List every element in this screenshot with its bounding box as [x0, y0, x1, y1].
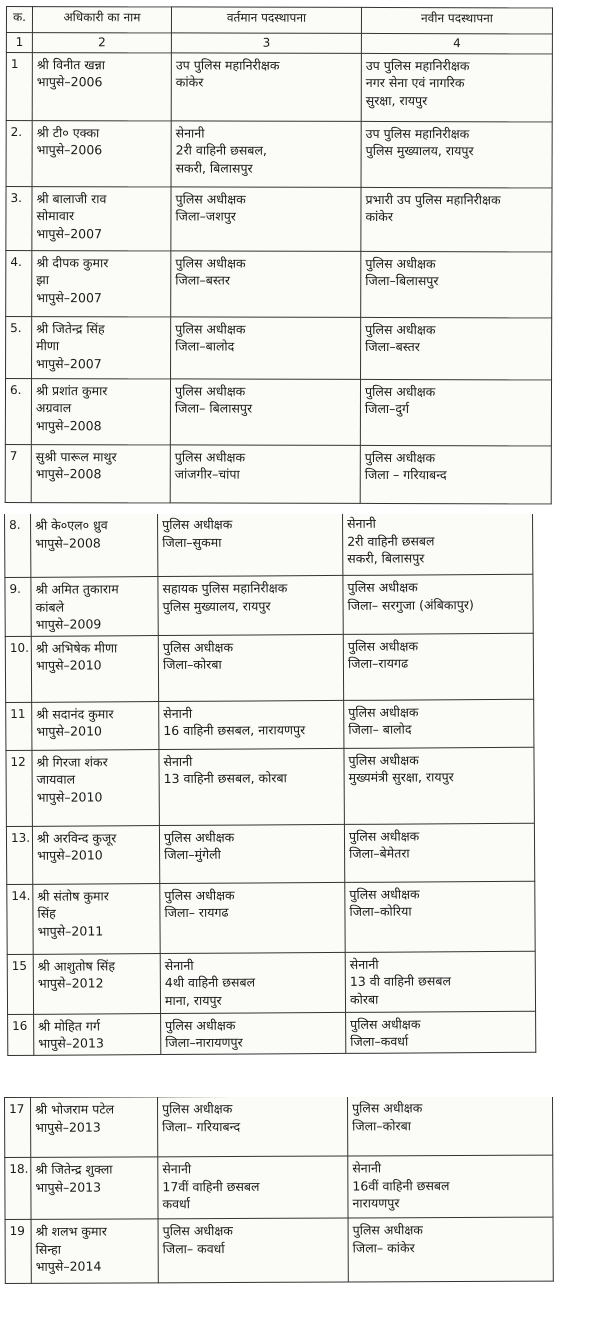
- current-posting-line: सकरी, बिलासपुर: [175, 160, 253, 176]
- officer-name-line: श्री अभिषेक मीणा: [35, 639, 118, 656]
- new-posting-line: नगर सेना एवं नागरिक: [365, 75, 465, 91]
- current-posting-cell: [170, 445, 360, 503]
- new-posting-cell: [361, 53, 552, 121]
- officer-name-cell: [32, 316, 171, 378]
- page-tear-gap: [0, 1090, 600, 1097]
- officer-name-line: सिंह: [37, 905, 56, 921]
- new-posting-line: 2री वाहिनी छसबल: [347, 532, 435, 549]
- posting-table-part-3: [4, 1095, 554, 1284]
- current-posting-cell: [158, 1156, 348, 1219]
- serial-number-cell: 4.: [6, 250, 32, 316]
- new-posting-cell: [361, 121, 552, 187]
- officer-name-cell: [31, 1157, 158, 1220]
- new-posting-line: जिला–दुर्ग: [364, 401, 410, 417]
- new-posting-line: जिला–कोरबा: [352, 1117, 411, 1133]
- officer-name-cell: [31, 378, 170, 444]
- officer-name-line: मीणा: [36, 338, 60, 354]
- current-posting-cell: [160, 882, 345, 953]
- current-posting-line: कांकेर: [175, 74, 204, 90]
- current-posting-line: जिला–जशपुर: [175, 208, 236, 224]
- officer-name-cell: [31, 1219, 158, 1284]
- officer-name-line: श्री बालाजी राव: [36, 190, 107, 207]
- table-row: [6, 699, 534, 750]
- new-posting-line: जिला– कांकेर: [352, 1239, 415, 1255]
- new-posting-line: पुलिस अधीक्षक: [347, 637, 419, 654]
- officer-name-line: श्री विनीत खन्ना: [36, 56, 105, 73]
- current-posting-cell: [170, 379, 360, 445]
- new-posting-line: पुलिस अधीक्षक: [348, 751, 419, 768]
- new-posting-line: पुलिस अधीक्षक: [352, 1100, 423, 1116]
- current-posting-line: पुलिस अधीक्षक: [174, 449, 246, 465]
- new-posting-line: कांकेर: [365, 209, 394, 225]
- new-posting-line: पुलिस अधीक्षक: [365, 255, 436, 271]
- current-posting-line: जिला– रायगढ: [164, 904, 229, 921]
- serial-number-cell: 8.: [5, 513, 31, 577]
- current-posting-line: सेनानी: [175, 125, 205, 141]
- table-row: [6, 120, 552, 187]
- current-posting-line: जिला–नारायणपुर: [165, 1034, 243, 1051]
- current-posting-line: जांजगीर–चांपा: [174, 466, 240, 482]
- current-posting-line: 13 वाहिनी छसबल, कोरबा: [163, 770, 287, 787]
- officer-name-cell: [32, 186, 171, 250]
- new-posting-line: सेनानी: [347, 515, 376, 531]
- new-posting-line: प्रभारी उप पुलिस महानिरीक्षक: [365, 191, 501, 208]
- header-serial: क.: [6, 7, 32, 33]
- current-posting-cell: [171, 187, 361, 251]
- new-posting-line: पुलिस अधीक्षक: [365, 321, 436, 337]
- header-new-posting: नवीन पदस्थापना: [361, 7, 552, 33]
- new-posting-line: पुलिस अधीक्षक: [349, 885, 420, 902]
- current-posting-line: 4थी वाहिनी छसबल: [164, 974, 256, 991]
- current-posting-line: जिला–कोरबा: [162, 656, 222, 673]
- officer-name-line: भापुसे–2008: [35, 534, 101, 551]
- serial-number-cell: 13.: [6, 826, 32, 884]
- new-posting-cell: [345, 951, 535, 1012]
- serial-number-cell: 15: [7, 954, 33, 1014]
- page-tear-gap: [0, 507, 600, 514]
- new-posting-line: जिला–बेमेतरा: [349, 845, 410, 861]
- current-posting-line: पुलिस अधीक्षक: [162, 1101, 233, 1117]
- new-posting-line: जिला – गरियाबन्द: [364, 467, 447, 483]
- officer-name-line: श्री गिरजा शंकर: [36, 753, 108, 770]
- officer-name-cell: [31, 513, 158, 578]
- table-row: [5, 574, 533, 636]
- current-posting-line: जिला– बिलासपुर: [174, 400, 253, 416]
- table-header-row: [6, 7, 552, 34]
- current-posting-cell: [171, 121, 361, 187]
- officer-name-line: भापुसे–2008: [35, 466, 102, 482]
- officer-name-line: भापुसे–2007: [36, 289, 102, 306]
- officer-name-cell: [32, 120, 171, 186]
- current-posting-line: 16 वाहिनी छसबल, नारायणपुर: [163, 722, 306, 739]
- posting-table-part-1: [5, 6, 553, 504]
- table-row: [5, 1095, 553, 1157]
- officer-name-line: श्री भोजराम पटेल: [35, 1101, 115, 1117]
- table-row: [6, 823, 534, 884]
- officer-name-line: अग्रवाल: [35, 400, 72, 416]
- new-posting-line: जिला– बालोद: [348, 721, 412, 737]
- new-posting-cell: [348, 1217, 553, 1282]
- new-posting-line: पुलिस मुख्यालय, रायपुर: [365, 143, 474, 159]
- new-posting-cell: [344, 823, 534, 882]
- table-row: [5, 378, 551, 445]
- serial-number-cell: 1: [6, 52, 32, 120]
- officer-name-cell: [31, 444, 170, 502]
- current-posting-line: पुलिस अधीक्षक: [162, 1223, 233, 1239]
- current-posting-line: 2री वाहिनी छसबल,: [175, 142, 267, 158]
- new-posting-cell: [361, 187, 552, 251]
- current-posting-cell: [171, 251, 361, 317]
- serial-number-cell: 7: [5, 444, 31, 502]
- officer-name-line: भापुसे–2008: [35, 417, 102, 434]
- new-posting-cell: [360, 379, 551, 445]
- serial-number-cell: 18.: [5, 1157, 31, 1219]
- officer-name-line: भापुसे–2011: [37, 922, 104, 939]
- current-posting-line: सेनानी: [164, 957, 194, 973]
- table-row: [6, 316, 552, 379]
- officer-name-cell: [32, 825, 159, 884]
- officer-name-line: भापुसे–2014: [35, 1258, 102, 1274]
- posting-table-part-2: [4, 510, 536, 1056]
- officer-name-line: भापुसे–2013: [35, 1179, 102, 1195]
- new-posting-cell: [360, 445, 551, 503]
- new-posting-line: उप पुलिस महानिरीक्षक: [365, 125, 470, 142]
- officer-name-cell: [32, 749, 159, 826]
- officer-name-line: श्री जितेन्द्र शुक्ला: [35, 1161, 113, 1177]
- officer-name-line: श्री प्रशांत कुमार: [35, 382, 108, 399]
- current-posting-line: पुलिस अधीक्षक: [163, 829, 235, 845]
- current-posting-line: पुलिस अधीक्षक: [165, 1017, 236, 1033]
- current-posting-line: सेनानी: [163, 705, 193, 721]
- officer-name-line: भापुसे–2007: [36, 225, 103, 242]
- column-number: 2: [32, 33, 171, 53]
- table-row: [5, 444, 551, 503]
- serial-number-cell: 17: [5, 1097, 31, 1157]
- officer-name-line: झा: [36, 272, 50, 288]
- table-row: [5, 1217, 553, 1283]
- new-posting-cell: [346, 1011, 536, 1053]
- table-row: [5, 510, 533, 577]
- current-posting-cell: [158, 634, 343, 701]
- officer-name-line: भापुसे–2010: [36, 788, 103, 805]
- new-posting-line: कोरबा: [349, 991, 379, 1007]
- officer-name-line: श्री जितेन्द्र सिंह: [36, 320, 105, 337]
- serial-number-cell: 5.: [6, 316, 32, 378]
- officer-name-line: श्री दीपक कुमार: [36, 254, 109, 271]
- serial-number-cell: 3.: [6, 186, 32, 250]
- officer-name-line: कांबले: [35, 599, 65, 615]
- current-posting-cell: [158, 575, 343, 635]
- serial-number-cell: 14.: [7, 884, 33, 954]
- serial-number-cell: 16: [8, 1014, 34, 1055]
- officer-name-line: श्री के०एल० ध्रुव: [35, 517, 108, 533]
- current-posting-line: सहायक पुलिस महानिरीक्षक: [162, 580, 288, 597]
- table-row: [6, 747, 534, 826]
- table-row: [5, 1155, 553, 1219]
- officer-name-line: भापुसे–2013: [38, 1035, 104, 1051]
- officer-name-line: भापुसे–2013: [35, 1119, 101, 1135]
- new-posting-line: पुलिस अधीक्षक: [350, 1015, 421, 1032]
- new-posting-cell: [361, 251, 552, 317]
- serial-number-cell: 12: [6, 750, 32, 826]
- officer-name-cell: [32, 701, 159, 750]
- table-row: [6, 250, 552, 317]
- new-posting-line: जिला–बिलासपुर: [365, 273, 439, 289]
- current-posting-line: पुलिस अधीक्षक: [162, 639, 234, 655]
- officer-name-line: श्री सदानंद कुमार: [36, 705, 114, 722]
- new-posting-line: पुलिस अधीक्षक: [352, 1222, 423, 1238]
- new-posting-line: 13 वी वाहिनी छसबल: [349, 973, 451, 989]
- officer-name-line: भापुसे–2010: [37, 847, 103, 863]
- new-posting-line: पुलिस अधीक्षक: [364, 449, 436, 465]
- current-posting-cell: [161, 1012, 346, 1054]
- new-posting-line: पुलिस अधीक्षक: [348, 827, 420, 844]
- serial-number-cell: 11: [6, 702, 32, 750]
- current-posting-cell: [158, 1218, 348, 1283]
- officer-name-line: श्री मोहित गर्ग: [38, 1017, 101, 1034]
- officer-name-cell: [32, 250, 171, 316]
- column-number: 4: [361, 33, 552, 53]
- current-posting-cell: [160, 952, 345, 1013]
- current-posting-line: पुलिस अधीक्षक: [164, 887, 235, 903]
- new-posting-line: जिला–बस्तर: [365, 339, 420, 355]
- new-posting-cell: [344, 699, 534, 748]
- new-posting-cell: [345, 881, 535, 952]
- column-number-row: [6, 33, 552, 54]
- officer-name-line: सोमावार: [36, 208, 75, 224]
- current-posting-line: पुलिस अधीक्षक: [162, 516, 233, 533]
- new-posting-line: सकरी, बिलासपुर: [347, 550, 425, 566]
- officer-name-line: सुश्री पारूल माथुर: [35, 448, 117, 465]
- new-posting-line: नारायणपुर: [352, 1195, 400, 1211]
- current-posting-line: जिला–सुकमा: [162, 534, 222, 550]
- officer-name-line: श्री संतोष कुमार: [37, 887, 109, 904]
- officer-name-cell: [32, 52, 171, 120]
- current-posting-line: सेनानी: [163, 753, 193, 769]
- officer-name-cell: [33, 883, 160, 954]
- officer-name-line: भापुसे–2009: [35, 616, 102, 632]
- column-number: 3: [171, 33, 361, 53]
- officer-name-line: भापुसे–2006: [36, 142, 103, 158]
- serial-number-cell: 6.: [5, 378, 31, 444]
- table-row: [5, 633, 533, 702]
- officer-name-line: श्री अरविन्द कुजूर: [36, 829, 117, 846]
- current-posting-cell: [159, 824, 344, 883]
- current-posting-line: माना, रायपुर: [164, 992, 222, 1008]
- current-posting-line: पुलिस अधीक्षक: [175, 191, 246, 207]
- new-posting-cell: [361, 317, 552, 379]
- current-posting-line: उप पुलिस महानिरीक्षक: [175, 57, 280, 73]
- officer-name-line: श्री टी० एक्का: [36, 124, 100, 141]
- new-posting-cell: [343, 633, 533, 700]
- current-posting-line: जिला–बालोद: [175, 338, 235, 354]
- column-number: 1: [6, 33, 32, 53]
- officer-name-line: श्री आशुतोष सिंह: [37, 957, 116, 974]
- current-posting-line: जिला–बस्तर: [175, 272, 231, 288]
- current-posting-cell: [171, 53, 361, 121]
- current-posting-line: पुलिस अधीक्षक: [174, 383, 246, 399]
- officer-name-line: सिन्हा: [35, 1241, 62, 1257]
- new-posting-line: सेनानी: [352, 1160, 382, 1176]
- new-posting-line: जिला–कोरिया: [349, 903, 412, 919]
- new-posting-cell: [342, 510, 532, 575]
- table-row: [7, 951, 535, 1014]
- table-row: [8, 1011, 536, 1055]
- header-officer-name: अधिकारी का नाम: [32, 7, 171, 33]
- header-current-posting: वर्तमान पदस्थापना: [171, 7, 361, 33]
- table-row: [6, 52, 552, 121]
- new-posting-line: मुख्यमंत्री सुरक्षा, रायपुर: [348, 769, 454, 785]
- current-posting-line: पुलिस अधीक्षक: [175, 321, 246, 337]
- current-posting-cell: [159, 748, 344, 825]
- officer-name-cell: [34, 1013, 161, 1055]
- current-posting-cell: [171, 317, 361, 379]
- new-posting-line: 16वीं वाहिनी छसबल: [352, 1177, 450, 1193]
- current-posting-line: पुलिस मुख्यालय, रायपुर: [162, 597, 271, 614]
- serial-number-cell: 2.: [6, 120, 32, 186]
- new-posting-line: पुलिस अधीक्षक: [364, 383, 436, 399]
- serial-number-cell: 10.: [5, 636, 31, 702]
- new-posting-cell: [343, 574, 533, 634]
- new-posting-cell: [347, 1095, 552, 1156]
- officer-name-line: श्री शलभ कुमार: [35, 1223, 107, 1239]
- current-posting-cell: [159, 700, 344, 749]
- table-row: [6, 186, 552, 251]
- new-posting-line: जिला–रायगढ: [347, 655, 409, 671]
- serial-number-cell: 19: [5, 1219, 31, 1283]
- officer-name-line: भापुसे–2010: [35, 657, 102, 673]
- new-posting-line: पुलिस अधीक्षक: [347, 579, 418, 595]
- current-posting-line: 17वीं वाहिनी छसबल: [162, 1178, 260, 1194]
- current-posting-cell: [158, 511, 343, 576]
- officer-name-line: श्री अमित तुकाराम: [35, 581, 119, 597]
- new-posting-line: सुरक्षा, रायपुर: [365, 92, 428, 108]
- current-posting-line: सेनानी: [162, 1161, 192, 1177]
- new-posting-line: उप पुलिस महानिरीक्षक: [365, 57, 470, 74]
- officer-name-line: भापुसे–2012: [37, 975, 104, 991]
- officer-name-line: जायवाल: [36, 771, 76, 787]
- new-posting-cell: [348, 1155, 553, 1218]
- current-posting-line: कवर्धा: [162, 1196, 190, 1212]
- officer-name-cell: [31, 577, 158, 636]
- current-posting-line: पुलिस अधीक्षक: [175, 255, 246, 271]
- table-row: [7, 881, 535, 954]
- officer-name-line: भापुसे–2007: [36, 355, 102, 372]
- new-posting-line: पुलिस अधीक्षक: [348, 703, 419, 720]
- officer-name-cell: [31, 635, 158, 702]
- new-posting-line: जिला–कवर्धा: [350, 1033, 409, 1049]
- officer-name-cell: [31, 1097, 158, 1158]
- current-posting-line: जिला–मुंगेली: [164, 846, 221, 863]
- officer-name-line: भापुसे–2010: [36, 723, 103, 739]
- serial-number-cell: 9.: [5, 577, 31, 636]
- new-posting-line: सेनानी: [349, 956, 379, 972]
- officer-name-line: भापुसे–2006: [36, 74, 103, 90]
- new-posting-line: जिला– सरगुजा (अंबिकापुर): [347, 596, 474, 613]
- current-posting-line: जिला– कवर्धा: [162, 1240, 225, 1256]
- officer-name-cell: [33, 953, 160, 1014]
- current-posting-line: जिला– गरियाबन्द: [162, 1118, 241, 1134]
- current-posting-cell: [158, 1096, 348, 1157]
- new-posting-cell: [344, 747, 534, 824]
